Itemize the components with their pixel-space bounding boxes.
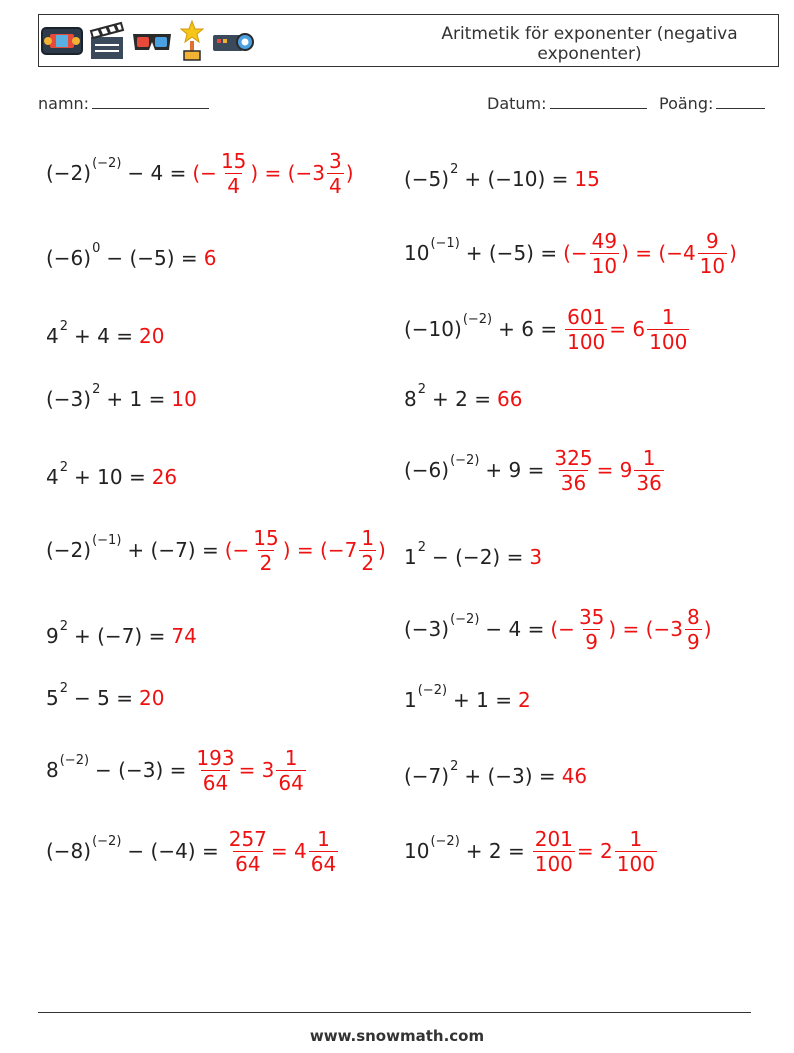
fraction-denominator: 64 [310, 851, 337, 876]
problem-exponent: 2 [92, 381, 101, 397]
problem-base: (−6) [404, 458, 450, 482]
problem-base: 4 [46, 465, 59, 489]
score-label: Poäng: [659, 94, 714, 113]
problem-exponent: (−2) [450, 452, 480, 468]
fraction-numerator: 9 [706, 228, 719, 253]
fraction-numerator: 1 [642, 445, 656, 470]
answer-text: 15 [574, 167, 600, 191]
problem-expression [46, 833, 219, 863]
problem-base: (−3) [46, 387, 92, 411]
problem-operation: − (−4) = [127, 839, 219, 863]
problem-item [46, 520, 386, 580]
problem-operation: + 6 = [498, 317, 558, 341]
answer-text: (− [550, 617, 575, 641]
problem-exponent: 0 [92, 240, 101, 256]
problem-exponent: (−2) [462, 311, 493, 327]
problem-base: (−10) [404, 317, 462, 341]
problem-base: 1 [404, 688, 417, 712]
problem-answer [192, 149, 353, 198]
answer-fraction [533, 827, 575, 876]
answer-text: = 3 [238, 758, 275, 782]
problem-exponent: 2 [59, 459, 69, 475]
problem-answer [574, 167, 599, 191]
answer-text: (− [224, 538, 250, 562]
fraction-numerator: 8 [686, 604, 700, 629]
problem-operation: + (−10) = [464, 167, 569, 191]
fraction-denominator: 4 [328, 173, 342, 198]
name-label: namn: [38, 94, 90, 113]
problem-answer [204, 246, 217, 270]
problem-answer [171, 387, 196, 411]
problem-expression [46, 680, 133, 710]
answer-text: (− [563, 241, 588, 265]
problem-base: 10 [404, 839, 430, 863]
score-field [659, 94, 765, 113]
problem-item [404, 369, 522, 429]
fraction-numerator: 35 [578, 604, 605, 629]
problem-exponent: (−2) [450, 611, 480, 627]
fraction-denominator: 2 [361, 550, 375, 575]
problem-item [46, 447, 177, 507]
answer-fraction [309, 827, 338, 876]
answer-fraction [359, 526, 376, 575]
fraction-numerator: 601 [567, 304, 606, 329]
problem-answer [225, 526, 386, 575]
answer-text: = 2 [576, 839, 613, 863]
fraction-denominator: 9 [686, 629, 700, 654]
problem-item [404, 149, 600, 209]
answer-fraction [227, 827, 269, 876]
problem-answer [550, 605, 711, 654]
answer-fraction [194, 746, 236, 795]
answer-fraction [698, 229, 727, 278]
problem-exponent: 2 [450, 161, 459, 177]
problem-exponent: 2 [450, 758, 459, 774]
problem-item [46, 306, 164, 366]
problem-base: 8 [46, 758, 59, 782]
problem-exponent: 2 [59, 680, 69, 696]
fraction-numerator: 1 [361, 525, 375, 550]
problem-exponent: 2 [59, 318, 69, 334]
problem-expression [404, 833, 525, 863]
3d-glasses-icon [131, 26, 173, 56]
problem-item [46, 821, 340, 881]
answer-text: 3 [529, 545, 543, 569]
name-blank[interactable] [92, 94, 209, 109]
problem-item [46, 668, 164, 728]
answer-fraction [219, 149, 248, 198]
problem-expression [46, 381, 166, 411]
problem-expression [46, 318, 133, 348]
answer-fraction [647, 305, 689, 354]
answer-fraction [565, 305, 607, 354]
fraction-numerator: 257 [228, 826, 267, 851]
footer-divider [38, 1012, 751, 1013]
problem-expression [46, 155, 187, 185]
answer-text: ) = (−7 [282, 538, 358, 562]
problem-answer [171, 624, 196, 648]
problem-base: 9 [46, 624, 59, 648]
problem-operation: + 1 = [106, 387, 166, 411]
problem-expression [404, 161, 569, 191]
problem-base: (−2) [46, 161, 92, 185]
problem-base: 4 [46, 324, 59, 348]
answer-text: (− [192, 161, 217, 185]
footer-url: www.snowmath.com [309, 1027, 485, 1045]
fraction-denominator: 9 [585, 629, 599, 654]
date-blank[interactable] [550, 94, 647, 109]
problem-base: 5 [46, 686, 59, 710]
date-label: Datum: [487, 94, 547, 113]
answer-text: ) [378, 538, 386, 562]
problem-expression [404, 381, 491, 411]
fraction-numerator: 1 [317, 826, 330, 851]
problem-exponent: 2 [417, 381, 427, 397]
problem-base: (−8) [46, 839, 92, 863]
problem-operation: − (−2) = [432, 545, 524, 569]
problem-exponent: (−2) [430, 833, 460, 849]
fraction-numerator: 325 [554, 445, 593, 470]
problem-operation: + 9 = [485, 458, 545, 482]
problem-answer [497, 387, 522, 411]
fraction-denominator: 100 [567, 329, 606, 354]
fraction-denominator: 100 [616, 851, 655, 876]
problem-exponent: 2 [59, 618, 69, 634]
answer-text: ) = (−3 [608, 617, 683, 641]
problem-operation: + (−3) = [464, 764, 556, 788]
problem-expression [404, 682, 513, 712]
answer-fraction [615, 827, 657, 876]
problem-exponent: (−2) [92, 833, 122, 849]
problem-operation: − (−3) = [95, 758, 187, 782]
problem-operation: − 4 = [127, 161, 187, 185]
fraction-denominator: 10 [699, 253, 726, 278]
fraction-denominator: 64 [235, 851, 261, 876]
problem-base: 8 [404, 387, 417, 411]
date-field [487, 94, 647, 113]
answer-text: ) = (−3 [250, 161, 325, 185]
problem-expression [404, 235, 558, 265]
fraction-denominator: 2 [259, 550, 273, 575]
problem-expression [46, 532, 219, 562]
problem-answer [139, 324, 164, 348]
answer-fraction [577, 605, 606, 654]
name-field [38, 94, 209, 113]
problem-operation: + (−5) = [465, 241, 558, 265]
problem-base: (−5) [404, 167, 450, 191]
answer-fraction [327, 149, 344, 198]
projector-icon [211, 26, 255, 56]
problem-item [46, 740, 308, 800]
answer-fraction [251, 526, 280, 575]
fraction-numerator: 15 [220, 148, 247, 173]
answer-fraction [634, 446, 663, 495]
fraction-numerator: 1 [661, 304, 675, 329]
problem-expression [404, 452, 545, 482]
answer-text: 2 [518, 688, 531, 712]
problem-answer [562, 764, 587, 788]
problem-expression [404, 611, 545, 641]
problem-operation: − 4 = [485, 617, 545, 641]
trophy-icon [179, 20, 205, 62]
answer-text: = 6 [609, 317, 646, 341]
fraction-numerator: 1 [629, 826, 643, 851]
fraction-denominator: 4 [227, 173, 241, 198]
fraction-denominator: 100 [534, 851, 573, 876]
fraction-denominator: 36 [636, 470, 662, 495]
problem-answer [139, 686, 164, 710]
answer-text: 46 [561, 764, 588, 788]
answer-text: ) [729, 241, 737, 265]
problem-exponent: (−1) [92, 532, 122, 548]
problem-answer [563, 229, 737, 278]
problem-expression [46, 459, 146, 489]
problem-operation: + 2 = [465, 839, 525, 863]
problem-answer [152, 465, 177, 489]
header-box [38, 14, 779, 67]
problem-item [404, 527, 542, 587]
clapperboard-icon [89, 21, 125, 61]
problem-base: (−6) [46, 246, 92, 270]
problem-operation: + 4 = [74, 324, 133, 348]
problem-exponent: 2 [417, 539, 427, 555]
answer-text: ) [703, 617, 712, 641]
problem-expression [404, 758, 556, 788]
problem-operation: − (−5) = [106, 246, 198, 270]
problem-operation: + (−7) = [127, 538, 219, 562]
fraction-numerator: 1 [284, 745, 298, 770]
problem-answer [518, 688, 531, 712]
problem-exponent: (−1) [430, 235, 460, 251]
problem-item [404, 599, 712, 659]
problem-base: (−3) [404, 617, 450, 641]
problem-item [404, 821, 659, 881]
problem-expression [404, 539, 524, 569]
fraction-denominator: 64 [202, 770, 229, 795]
fraction-numerator: 201 [534, 826, 573, 851]
answer-text: 20 [138, 686, 165, 710]
problem-operation: + (−7) = [74, 624, 166, 648]
answer-text: 10 [171, 387, 197, 411]
answer-text: 26 [151, 465, 178, 489]
answer-text: 20 [138, 324, 165, 348]
problem-item [404, 746, 587, 806]
problem-item [404, 440, 666, 500]
answer-text: ) [345, 161, 354, 185]
answer-text: 66 [496, 387, 523, 411]
problem-base: 10 [404, 241, 430, 265]
problem-item [46, 228, 216, 288]
worksheet-title: Aritmetik för exponenter (negativa exponenter) [441, 24, 738, 64]
fraction-numerator: 193 [196, 745, 235, 770]
problem-operation: − 5 = [74, 686, 133, 710]
answer-text: = 4 [270, 839, 307, 863]
problem-base: 1 [404, 545, 417, 569]
problem-base: (−2) [46, 538, 92, 562]
problem-operation: + 2 = [432, 387, 491, 411]
answer-fraction [552, 446, 594, 495]
problem-item [404, 299, 691, 359]
header-icons [41, 21, 255, 61]
problem-exponent: (−2) [92, 155, 122, 171]
answer-text: = 9 [596, 458, 633, 482]
answer-text: 74 [171, 624, 197, 648]
answer-text: 6 [203, 246, 217, 270]
fraction-numerator: 49 [591, 228, 618, 253]
fraction-numerator: 15 [253, 525, 279, 550]
fraction-denominator: 36 [560, 470, 587, 495]
problem-answer [531, 827, 659, 876]
problem-answer [563, 305, 691, 354]
problem-answer [225, 827, 340, 876]
problem-item [46, 369, 197, 429]
problem-item [404, 670, 531, 730]
problem-answer [529, 545, 542, 569]
fraction-denominator: 64 [278, 770, 304, 795]
problem-expression [404, 311, 558, 341]
problem-exponent: (−2) [417, 682, 448, 698]
answer-fraction [685, 605, 702, 654]
problem-operation: + 10 = [74, 465, 146, 489]
fraction-numerator: 3 [328, 148, 342, 173]
problem-exponent: (−2) [59, 752, 90, 768]
problem-item [404, 223, 737, 283]
answer-text: ) = (−4 [621, 241, 696, 265]
problem-answer [550, 446, 665, 495]
score-blank[interactable] [716, 94, 765, 109]
answer-fraction [276, 746, 305, 795]
problem-base: (−7) [404, 764, 450, 788]
fraction-denominator: 10 [591, 253, 618, 278]
vhs-tape-icon [41, 26, 83, 56]
problem-expression [46, 752, 187, 782]
problem-item [46, 606, 197, 666]
problem-answer [192, 746, 307, 795]
answer-fraction [590, 229, 619, 278]
fraction-denominator: 100 [649, 329, 688, 354]
problem-item [46, 143, 354, 203]
problem-expression [46, 618, 166, 648]
problem-operation: + 1 = [453, 688, 513, 712]
problem-expression [46, 240, 198, 270]
